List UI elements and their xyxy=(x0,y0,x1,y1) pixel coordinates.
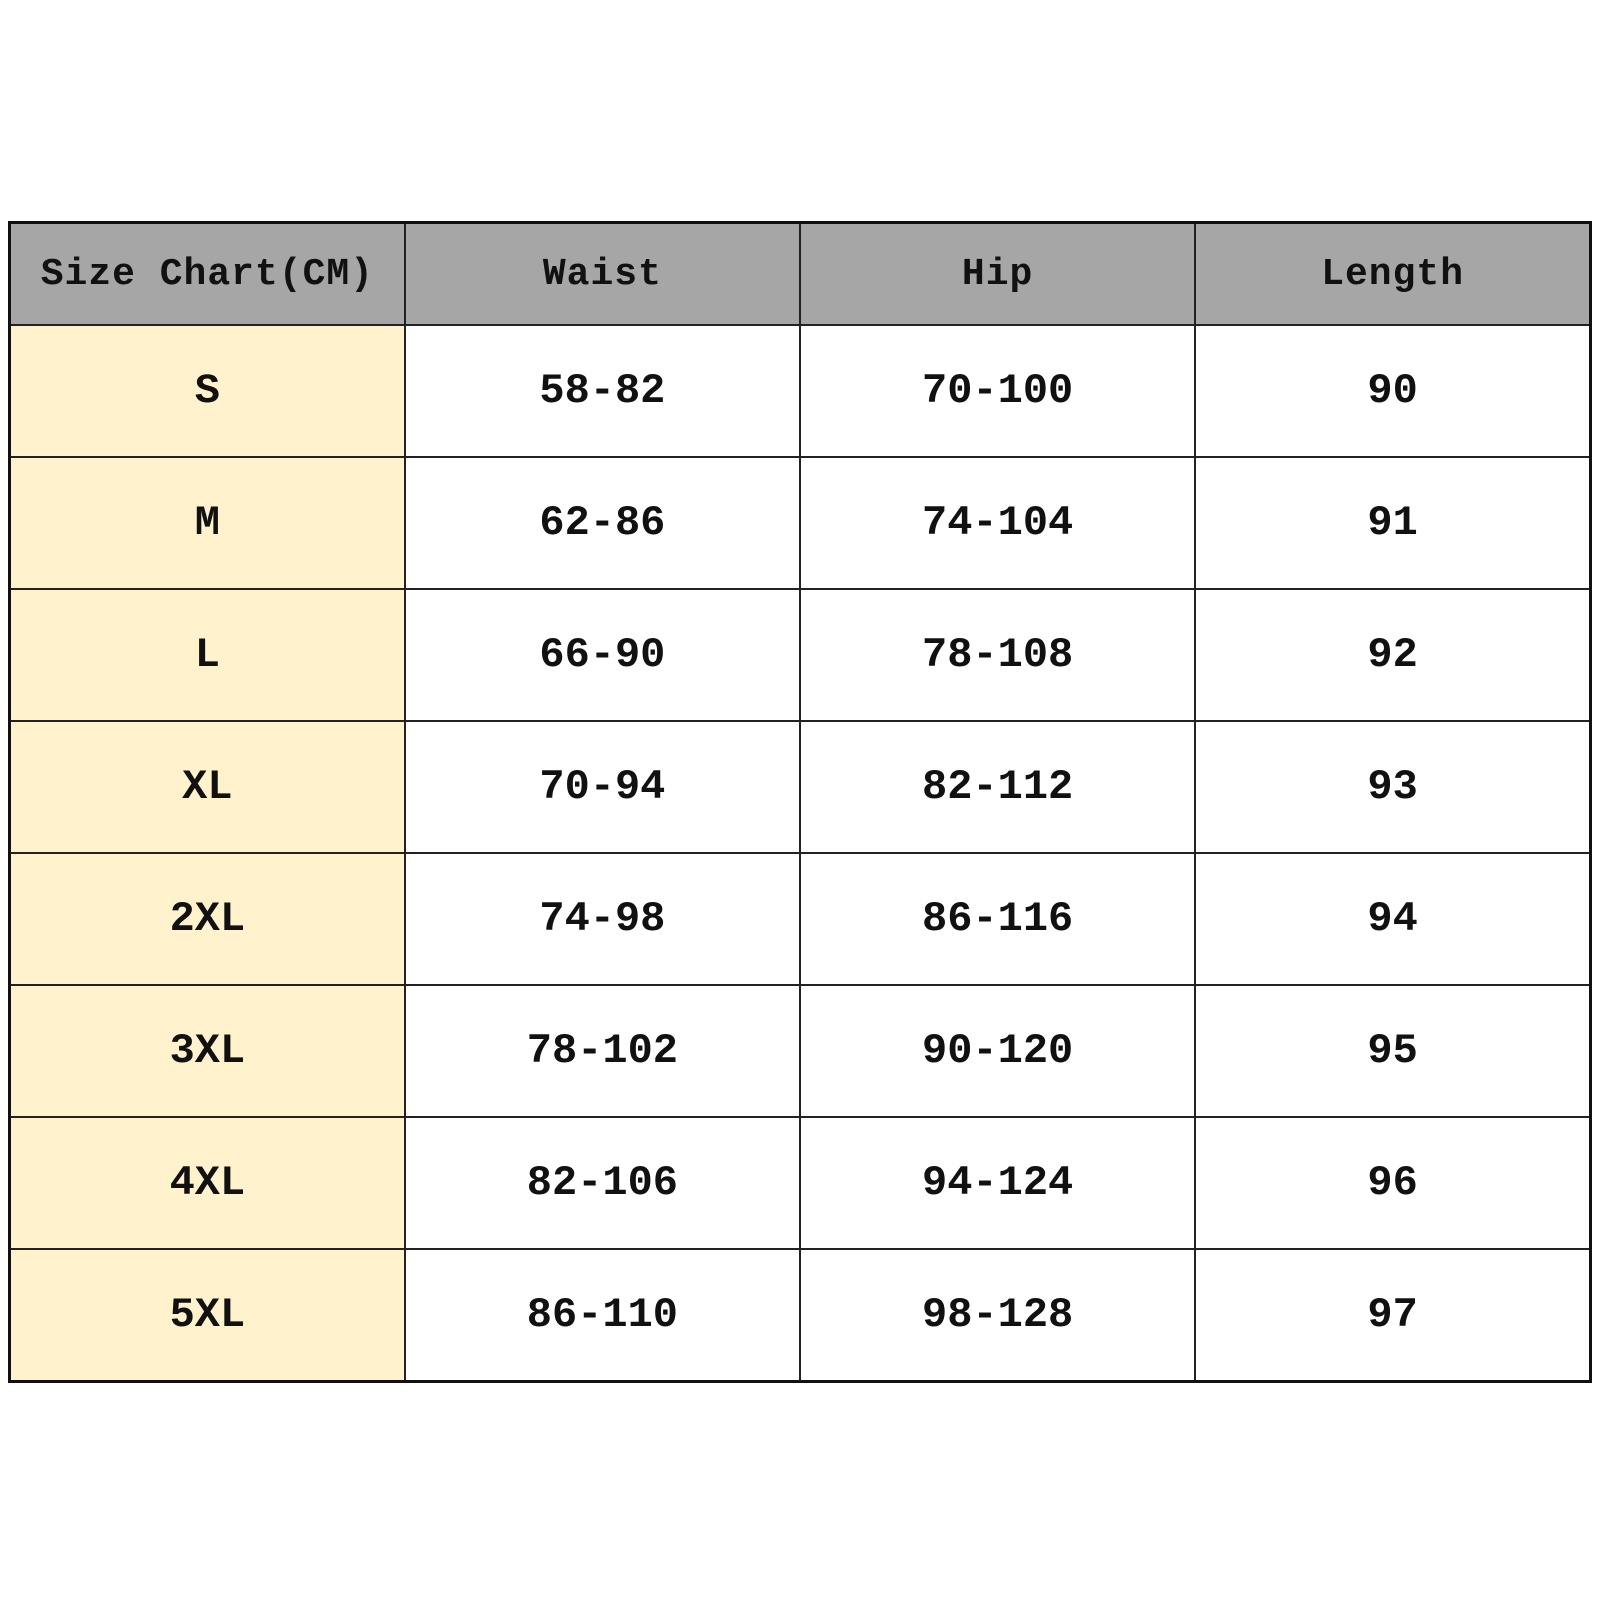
table-header xyxy=(10,223,1591,326)
header-length: Length xyxy=(1195,223,1590,326)
hip-cell: 98-128 xyxy=(800,1249,1195,1382)
size-cell: L xyxy=(10,589,405,721)
size-cell: 3XL xyxy=(10,985,405,1117)
hip-cell: 74-104 xyxy=(800,457,1195,589)
size-cell: 4XL xyxy=(10,1117,405,1249)
waist-cell: 78-102 xyxy=(405,985,800,1117)
size-chart-table xyxy=(8,221,1592,1383)
table-row xyxy=(10,1249,1591,1382)
table-row xyxy=(10,1117,1591,1249)
waist-cell: 66-90 xyxy=(405,589,800,721)
table-row xyxy=(10,589,1591,721)
size-cell: S xyxy=(10,325,405,457)
header-hip: Hip xyxy=(800,223,1195,326)
size-cell: 2XL xyxy=(10,853,405,985)
hip-cell: 90-120 xyxy=(800,985,1195,1117)
hip-cell: 94-124 xyxy=(800,1117,1195,1249)
table-row xyxy=(10,985,1591,1117)
length-cell: 94 xyxy=(1195,853,1590,985)
length-cell: 97 xyxy=(1195,1249,1590,1382)
waist-cell: 58-82 xyxy=(405,325,800,457)
hip-cell: 82-112 xyxy=(800,721,1195,853)
table-row xyxy=(10,853,1591,985)
length-cell: 92 xyxy=(1195,589,1590,721)
length-cell: 96 xyxy=(1195,1117,1590,1249)
size-cell: M xyxy=(10,457,405,589)
header-size-chart: Size Chart(CM) xyxy=(10,223,405,326)
header-waist: Waist xyxy=(405,223,800,326)
size-cell: 5XL xyxy=(10,1249,405,1382)
waist-cell: 74-98 xyxy=(405,853,800,985)
length-cell: 90 xyxy=(1195,325,1590,457)
length-cell: 91 xyxy=(1195,457,1590,589)
table-body xyxy=(10,325,1591,1382)
hip-cell: 70-100 xyxy=(800,325,1195,457)
size-cell: XL xyxy=(10,721,405,853)
table-row xyxy=(10,721,1591,853)
waist-cell: 82-106 xyxy=(405,1117,800,1249)
hip-cell: 78-108 xyxy=(800,589,1195,721)
waist-cell: 70-94 xyxy=(405,721,800,853)
table-row xyxy=(10,325,1591,457)
hip-cell: 86-116 xyxy=(800,853,1195,985)
length-cell: 93 xyxy=(1195,721,1590,853)
length-cell: 95 xyxy=(1195,985,1590,1117)
header-row xyxy=(10,223,1591,326)
waist-cell: 86-110 xyxy=(405,1249,800,1382)
table-row xyxy=(10,457,1591,589)
waist-cell: 62-86 xyxy=(405,457,800,589)
